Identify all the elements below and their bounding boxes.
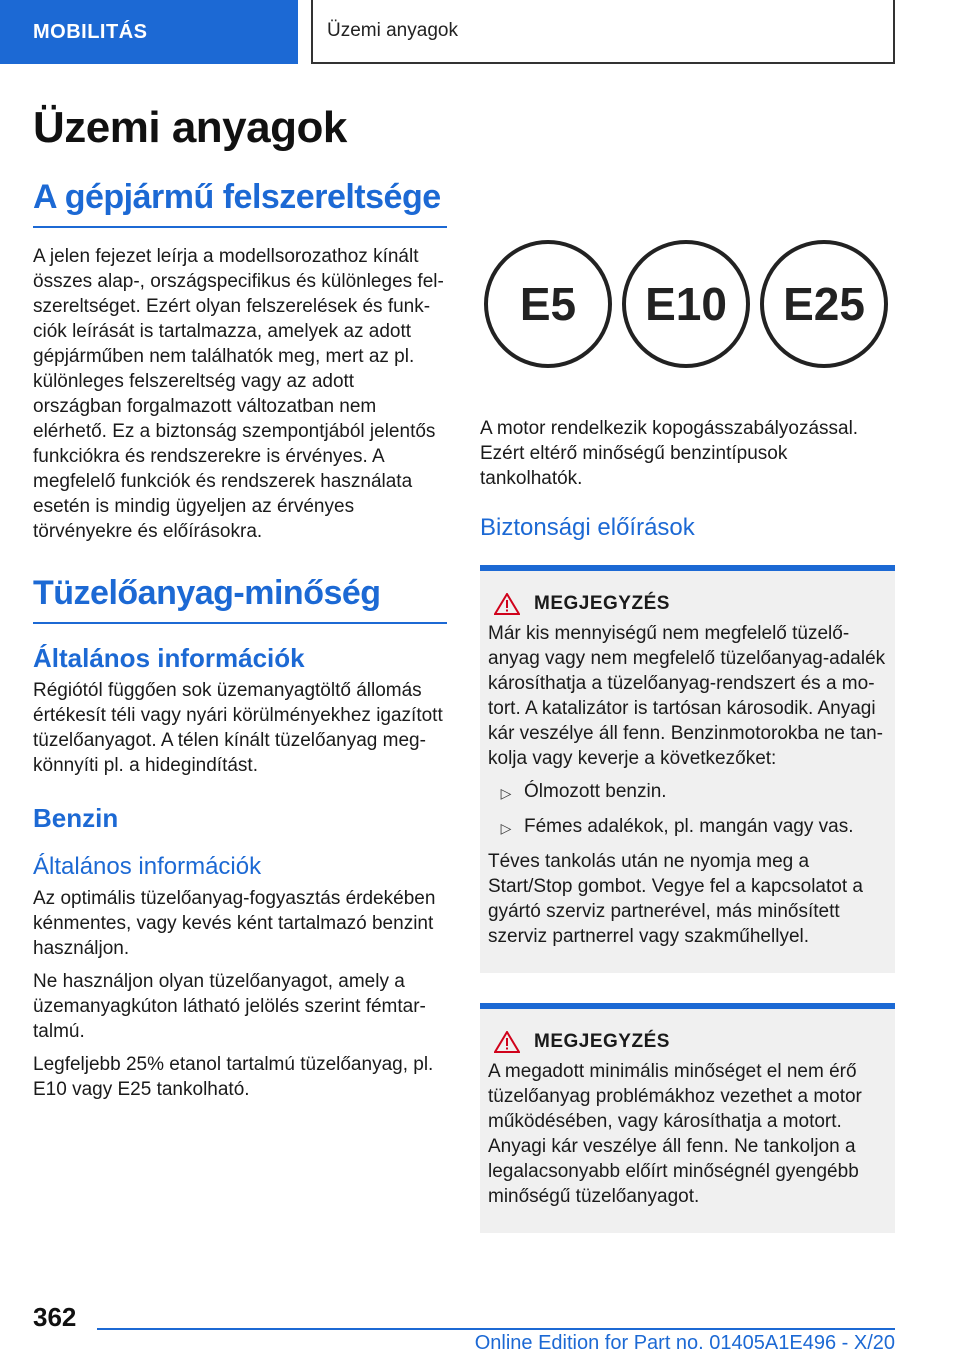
notice-box-1 xyxy=(480,565,895,973)
notice-header xyxy=(488,593,887,615)
fuel-badge-e25: E25 xyxy=(760,240,888,368)
notice-title: MEGJEGYZÉS xyxy=(534,593,670,614)
page-number: 362 xyxy=(33,1302,77,1332)
chapter-header xyxy=(311,0,895,64)
equipment-text: A jelen fejezet leírja a modellsorozathoz kínált összes alap-, országspecifikus és különleges felszereltséget. Ezért olyan felszerelések és funkciók leírását is tartalmazza, amelyek az adott gépjárműben nem találhatók meg, mert az pl. különleges felszereltség vagy az adott országban forgalmazott változatban nem elérhető. Ez a biztonság szempontjából jelentős funkciókra és rendszerekre is érvényes. A megfelelő funkciók és rendszerek használata esetén is mindig ügyeljen az érvényes törvényekre és előírásokra. xyxy=(33,246,444,542)
warning-icon xyxy=(494,593,520,615)
safety-heading: Biztonsági előírások xyxy=(480,514,695,541)
chapter-title: Üzemi anyagok xyxy=(327,20,458,41)
general-info-heading: Általános információk xyxy=(33,643,305,673)
right-column xyxy=(480,240,895,1233)
section-tab: MOBILITÁS xyxy=(0,0,298,64)
triangle-bullet-icon: ▷ xyxy=(500,785,512,801)
triangle-bullet-icon: ▷ xyxy=(500,820,512,836)
notice-text: A megadott minimális minőséget el nem érő tüzelőanyag problémákhoz vezethet a motor működésében, vagy károsíthatja a motort. Anyagi kár veszélye áll fenn. Ne tankoljon a legalacsonyabb előírt minőségnél gyengébb minőségű tüzelőanyagot. xyxy=(488,1061,862,1207)
general-info-text: Régiótól függően sok üzemanyagtöltő állomás értékesít téli vagy nyári körülményekhez igazított tüzelőanyagot. A télen kínált tüzelőanyag megkönnyíti pl. a hidegindítást. xyxy=(33,680,443,776)
left-column xyxy=(33,100,447,1110)
petrol-paragraph-3: Legfeljebb 25% etanol tartalmú tüzelőanyag, pl. E10 vagy E25 tankolható. xyxy=(33,1054,434,1100)
fuel-quality-heading: Tüzelőanyag-minőség xyxy=(33,572,447,624)
petrol-heading: Benzin xyxy=(33,803,119,833)
notice-text: Már kis mennyiségű nem megfelelő tüzelőanyag vagy nem megfelelő tüzelőanyag-adalék károsíthatja a tüzelőanyag-rendszert és a motort. A katalizátor is tartósan károsodik. Anyagi kár veszélye áll fenn. Benzinmotorokba ne tankolja vagy keverje a következőket: xyxy=(488,623,886,769)
notice-title: MEGJEGYZÉS xyxy=(534,1031,670,1052)
notice-after-text: Téves tankolás után ne nyomja meg a Start/Stop gombot. Vegye fel a kapcsolatot a gyártó szerviz partnerével, más minősített szerviz partnerrel vagy szakműhellyel. xyxy=(488,851,863,947)
page-title: Üzemi anyagok xyxy=(33,103,347,152)
warning-icon xyxy=(494,1031,520,1053)
fuel-badge-e5: E5 xyxy=(484,240,612,368)
footer-edition: Online Edition for Part no. 01405A1E496 - X/20 xyxy=(474,1332,895,1354)
list-item-text: Ólmozott benzin. xyxy=(524,781,667,802)
notice-header xyxy=(488,1031,887,1053)
fuel-badges xyxy=(484,240,895,368)
footer-divider xyxy=(97,1328,895,1330)
petrol-general-heading: Általános információk xyxy=(33,853,262,880)
notice-box-2 xyxy=(480,1003,895,1233)
equipment-heading: A gépjármű felszereltsége xyxy=(33,176,447,228)
list-item xyxy=(488,779,887,806)
list-item-text: Fémes adalékok, pl. mangán vagy vas. xyxy=(524,816,854,837)
petrol-paragraph-2: Ne használjon olyan tüzelőanyagot, amely a üzemanyagkúton látható jelölés szerint fémtartalmú. xyxy=(33,971,426,1042)
list-item xyxy=(488,814,887,841)
fuel-badge-e10: E10 xyxy=(622,240,750,368)
petrol-paragraph-1: Az optimális tüzelőanyag-fogyasztás érdekében kénmentes, vagy kevés ként tartalmazó benzint használjon. xyxy=(33,888,436,959)
knock-control-text: A motor rendelkezik kopogásszabályozással. Ezért eltérő minőségű benzintípusok tankolhatók. xyxy=(480,418,859,489)
